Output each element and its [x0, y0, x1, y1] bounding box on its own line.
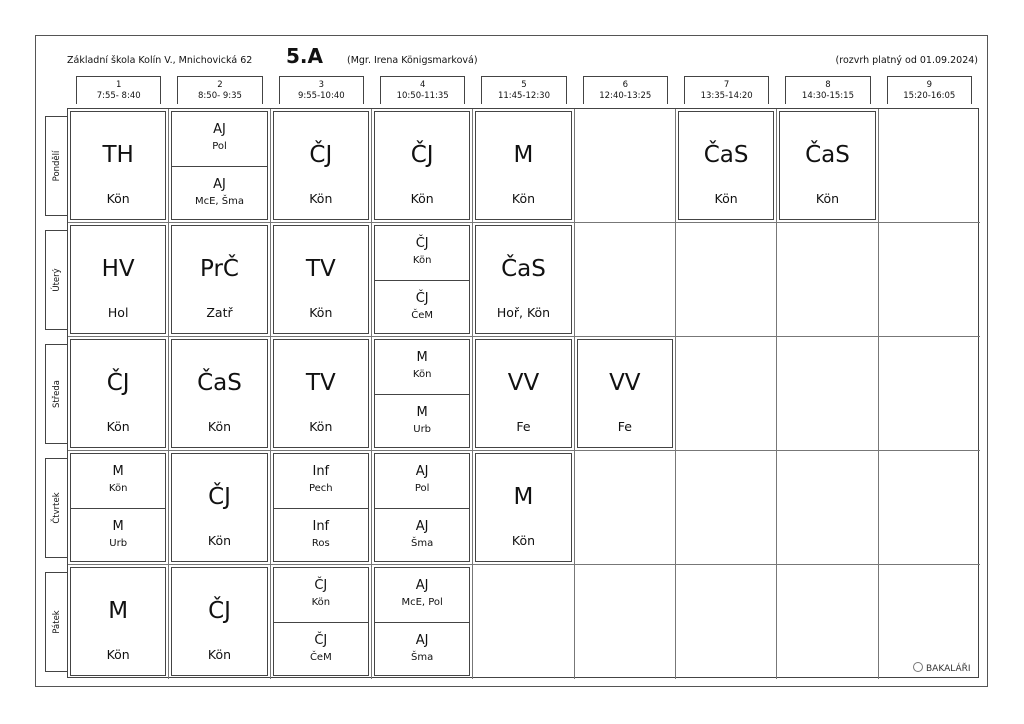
period-number: 5	[521, 80, 527, 90]
lesson-subject: ČJ	[415, 290, 429, 306]
lesson-teacher: Fe	[617, 419, 632, 434]
lesson-teacher: Kön	[309, 191, 333, 206]
lesson-subject: HV	[101, 256, 135, 282]
day-label-3	[45, 458, 67, 558]
day-label-0	[45, 116, 67, 216]
lesson-group	[71, 454, 165, 508]
lesson-card[interactable]	[475, 453, 571, 562]
lesson-card[interactable]	[475, 225, 571, 334]
lesson-card[interactable]	[779, 111, 875, 220]
grid-cell	[473, 565, 574, 679]
lesson-subject: M	[112, 464, 124, 479]
lesson-teacher: Šma	[411, 537, 434, 549]
timetable-grid	[67, 108, 979, 678]
lesson-teacher: Kön	[207, 533, 232, 548]
period-time: 14:30-15:15	[801, 91, 854, 101]
lesson-teacher: Kön	[311, 597, 331, 608]
lesson-card[interactable]	[273, 225, 369, 334]
grid-cell	[777, 451, 878, 565]
lesson-subject: ČaS	[805, 142, 850, 168]
lesson-teacher: ČeM	[309, 651, 332, 663]
lesson-subject: AJ	[213, 122, 226, 137]
period-time: 7:55- 8:40	[96, 91, 141, 101]
lesson-card[interactable]	[273, 111, 369, 220]
lesson-group	[274, 622, 368, 677]
lesson-subject: PrČ	[200, 256, 239, 282]
grid-cell	[777, 337, 878, 451]
lesson-teacher: Kön	[309, 305, 333, 320]
lesson-subject: TV	[305, 370, 336, 396]
class-teacher: (Mgr. Irena Königsmarková)	[347, 55, 478, 66]
period-number: 2	[217, 80, 223, 90]
logo-text: BAKALÁŘI	[926, 664, 971, 674]
period-header-2	[177, 76, 262, 104]
lesson-teacher: Šma	[411, 651, 434, 663]
lesson-card[interactable]	[171, 567, 267, 676]
lesson-subject: M	[112, 518, 124, 534]
lesson-subject: VV	[507, 370, 540, 396]
period-time: 9:55-10:40	[297, 91, 345, 101]
lesson-subject: TV	[305, 256, 336, 282]
grid-cell	[575, 223, 676, 337]
lesson-teacher: ČeM	[411, 309, 434, 321]
lesson-teacher: Kön	[309, 419, 333, 434]
lesson-subject: AJ	[415, 464, 429, 479]
gear-icon	[913, 662, 923, 672]
lesson-subject: ČJ	[208, 598, 231, 624]
period-number: 3	[318, 80, 325, 90]
grid-cell	[879, 337, 980, 451]
period-time: 8:50- 9:35	[198, 91, 242, 101]
period-header-4	[380, 76, 465, 104]
lesson-teacher: Kön	[412, 255, 432, 266]
lesson-subject: AJ	[415, 518, 429, 534]
lesson-card[interactable]	[273, 567, 369, 676]
lesson-card[interactable]	[475, 339, 571, 448]
lesson-card[interactable]	[273, 453, 369, 562]
grid-cell	[575, 565, 676, 679]
lesson-teacher: Kön	[207, 647, 232, 662]
lesson-card[interactable]	[70, 453, 166, 562]
day-name: Úterý	[51, 268, 62, 292]
lesson-teacher: Kön	[106, 647, 130, 662]
lesson-card[interactable]	[374, 111, 470, 220]
period-number: 6	[622, 80, 629, 90]
period-header-6	[583, 76, 668, 104]
period-time: 15:20-16:05	[903, 91, 956, 101]
day-name: Pátek	[51, 610, 62, 634]
grid-cell	[676, 565, 777, 679]
lesson-teacher: Zatř	[206, 305, 233, 320]
lesson-subject: AJ	[415, 578, 429, 593]
lesson-teacher: Kön	[511, 533, 536, 548]
lesson-group	[375, 226, 469, 280]
lesson-card[interactable]	[374, 339, 470, 448]
lesson-card[interactable]	[374, 225, 470, 334]
period-number: 8	[825, 80, 831, 90]
lesson-group	[172, 112, 266, 166]
lesson-card[interactable]	[678, 111, 774, 220]
period-header-7	[684, 76, 769, 104]
lesson-subject: M	[513, 142, 534, 168]
lesson-subject: ČaS	[703, 142, 749, 168]
lesson-teacher: Hol	[107, 305, 129, 320]
lesson-subject: AJ	[213, 176, 226, 192]
grid-cell	[879, 223, 980, 337]
period-number: 9	[926, 80, 932, 90]
lesson-subject: M	[416, 350, 428, 365]
lesson-subject: ČJ	[410, 142, 434, 168]
lesson-card[interactable]	[70, 225, 166, 334]
period-header-3	[279, 76, 364, 104]
lesson-subject: ČaS	[501, 256, 546, 282]
lesson-card[interactable]	[70, 111, 166, 220]
lesson-subject: Inf	[312, 518, 330, 534]
lesson-subject: AJ	[415, 632, 429, 648]
lesson-subject: M	[416, 404, 428, 420]
lesson-subject: ČaS	[197, 370, 242, 396]
day-name: Čtvrtek	[51, 492, 62, 524]
lesson-teacher: Kön	[108, 483, 128, 494]
lesson-teacher: Kön	[511, 191, 536, 206]
period-time: 13:35-14:20	[700, 91, 753, 101]
validity-note: (rozvrh platný od 01.09.2024)	[835, 55, 978, 66]
lesson-card[interactable]	[273, 339, 369, 448]
grid-cell	[879, 109, 980, 223]
period-number: 1	[115, 80, 122, 90]
lesson-teacher: Kön	[106, 191, 130, 206]
day-label-1	[45, 230, 67, 330]
lesson-card[interactable]	[171, 453, 267, 562]
grid-cell	[777, 223, 878, 337]
period-time: 10:50-11:35	[396, 91, 449, 101]
period-time: 11:45-12:30	[497, 91, 550, 101]
grid-cell	[777, 565, 878, 679]
lesson-subject: ČJ	[309, 142, 333, 168]
lesson-group	[274, 508, 368, 563]
lesson-group	[71, 508, 165, 563]
lesson-card[interactable]	[171, 339, 267, 448]
lesson-subject: ČJ	[314, 578, 328, 593]
period-header-8	[785, 76, 870, 104]
lesson-group	[375, 454, 469, 508]
day-name: Středa	[51, 380, 62, 408]
day-label-4	[45, 572, 67, 672]
lesson-subject: VV	[609, 370, 641, 396]
lesson-group	[375, 394, 469, 449]
lesson-teacher: Pol	[414, 483, 430, 494]
lesson-subject: ČJ	[106, 370, 130, 396]
lesson-teacher: McE, Šma	[194, 195, 244, 207]
grid-cell	[879, 451, 980, 565]
lesson-group	[375, 568, 469, 622]
lesson-teacher: Kön	[412, 369, 432, 380]
lesson-group	[375, 280, 469, 335]
lesson-card[interactable]	[577, 339, 673, 448]
lesson-card[interactable]	[70, 339, 166, 448]
period-header-9	[887, 76, 972, 104]
lesson-subject: ČJ	[415, 236, 429, 251]
period-number: 7	[723, 80, 730, 90]
period-time: 12:40-13:25	[599, 91, 652, 101]
lesson-teacher: Urb	[109, 537, 128, 549]
lesson-teacher: Fe	[516, 419, 531, 434]
period-number: 4	[419, 80, 426, 90]
lesson-teacher: Pech	[308, 483, 333, 494]
day-label-2	[45, 344, 67, 444]
lesson-card[interactable]	[171, 225, 267, 334]
lesson-teacher: Ros	[311, 537, 330, 549]
period-header-1	[76, 76, 161, 104]
lesson-card[interactable]	[70, 567, 166, 676]
grid-cell	[676, 451, 777, 565]
lesson-teacher: Kön	[815, 191, 840, 206]
school-name: Základní škola Kolín V., Mnichovická 62	[67, 55, 253, 66]
lesson-teacher: Kön	[714, 191, 738, 206]
period-header-5	[481, 76, 566, 104]
lesson-subject: Inf	[312, 464, 330, 479]
lesson-teacher: Urb	[413, 423, 432, 435]
lesson-subject: ČJ	[208, 484, 231, 510]
lesson-card[interactable]	[475, 111, 571, 220]
lesson-teacher: Pol	[212, 141, 227, 152]
lesson-teacher: Kön	[106, 419, 130, 434]
lesson-teacher: Kön	[410, 191, 434, 206]
lesson-group	[274, 454, 368, 508]
lesson-group	[375, 508, 469, 563]
grid-cell	[575, 451, 676, 565]
grid-cell	[575, 109, 676, 223]
lesson-teacher: Hoř, Kön	[496, 305, 551, 320]
lesson-card[interactable]	[374, 567, 470, 676]
lesson-card[interactable]	[171, 111, 267, 220]
day-name: Pondělí	[51, 150, 62, 182]
class-title: 5.A	[286, 44, 323, 68]
lesson-subject: M	[108, 598, 129, 624]
lesson-group	[375, 622, 469, 677]
lesson-group	[375, 340, 469, 394]
grid-cell	[676, 337, 777, 451]
lesson-subject: ČJ	[314, 632, 328, 648]
lesson-group	[172, 166, 266, 221]
grid-cell	[676, 223, 777, 337]
lesson-teacher: McE, Pol	[401, 597, 443, 608]
lesson-subject: M	[513, 484, 534, 510]
lesson-card[interactable]	[374, 453, 470, 562]
lesson-subject: TH	[102, 142, 134, 168]
bakalari-logo	[913, 662, 971, 674]
lesson-teacher: Kön	[207, 419, 232, 434]
lesson-group	[274, 568, 368, 622]
